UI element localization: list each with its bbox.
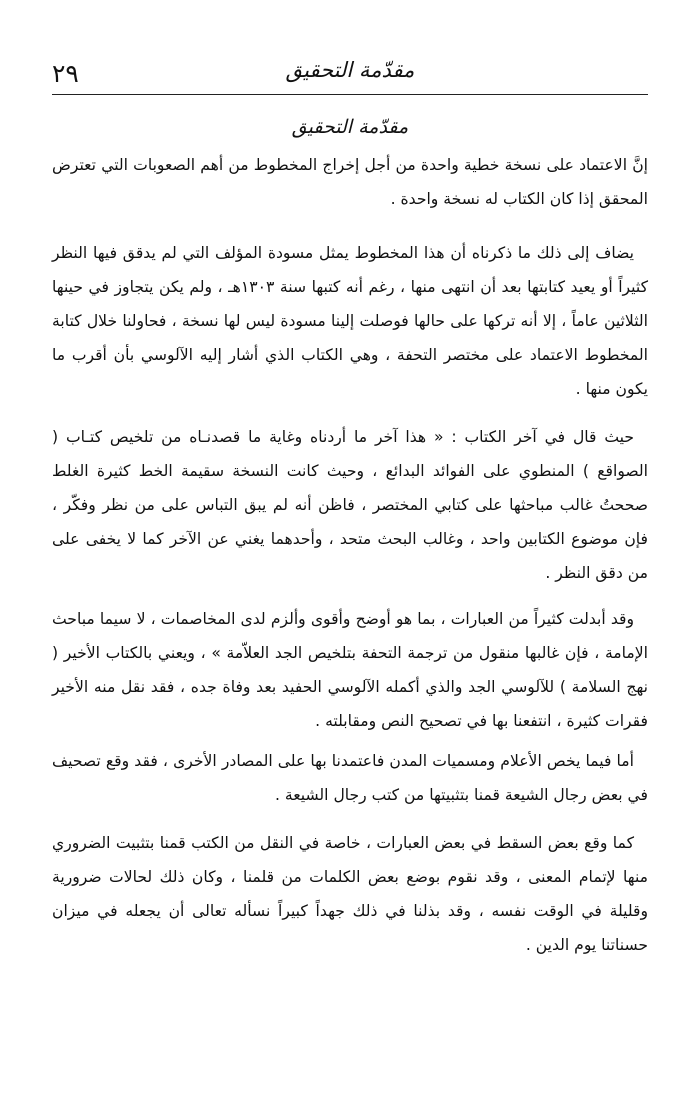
running-header bbox=[52, 52, 648, 92]
paragraph-2: يضاف إلى ذلك ما ذكرناه أن هذا المخطوط يمثل مسودة المؤلف التي لم يدقق فيها النظر كثيراً أو يعيد كتابتها بعد أن انتهى منها ، رغم أنه كتبها سنة ١٣٠٣هـ ، ولم يكن يتجاوز في حينها الثلاثين عاماً ، إلا أنه تركها على حالها فوصلت إلينا مسودة ليس لها نسخة ، فحاولنا خلال كتابة المخطوط الاعتماد على مختصر التحفة ، وهي الكتاب الذي أشار إليه الآلوسي بأن أقرب ما يكون منها . bbox=[52, 244, 648, 398]
body-text bbox=[52, 148, 648, 962]
paragraph-3: حيث قال في آخر الكتاب : « هذا آخر ما أردناه وغاية ما قصدنـاه من تلخيص كتـاب ( الصواقع ) المنطوي على الفوائد البدائع ، وحيث كانت النسخة سقيمة الخط كثيرة الغلط صححتُ غالب مباحثها على كتابي المختصر ، فاظن أنه لم يبق التباس على من نظر وفكّر ، فإن موضوع الكتابين واحد ، وغالب البحث متحد ، وأحدهما يغني عن الآخر كما لا يخفى على من دقق النظر . bbox=[52, 428, 648, 582]
page-number: ٢٩ bbox=[52, 59, 79, 88]
header-divider bbox=[52, 94, 648, 95]
paragraph-6: كما وقع بعض السقط في بعض العبارات ، خاصة في النقل من الكتب قمنا بتثبيت الضروري منها لإتمام المعنى ، وقد نقوم بوضع بعض الكلمات من قلمنا ، وكان ذلك لحالات ضرورية وقليلة في الوقت نفسه ، وقد بذلنا في ذلك جهداً كبيراً نسأله تعالى أن يجعله في ميزان حسناتنا يوم الدين . bbox=[52, 834, 648, 954]
section-title: مقدّمة التحقيق bbox=[291, 116, 409, 138]
running-title: مقدّمة التحقيق bbox=[285, 58, 415, 82]
paragraph-5: أما فيما يخص الأعلام ومسميات المدن فاعتمدنا بها على المصادر الأخرى ، فقد وقع تصحيف في بعض رجال الشيعة قمنا بتثبيتها من كتب رجال الشيعة . bbox=[52, 752, 648, 804]
paragraph-1: إنَّ الاعتماد على نسخة خطية واحدة من أجل إخراج المخطوط من أهم الصعوبات التي تعترض المحقق إذا كان الكتاب له نسخة واحدة . bbox=[52, 156, 648, 208]
paragraph-4: وقد أبدلت كثيراً من العبارات ، بما هو أوضح وأقوى وألزم لدى المخاصمات ، لا سيما مباحث الإمامة ، فإن غالبها منقول من ترجمة التحفة بتلخيص الجد العلاّمة » ، ويعني بالكتاب الأخير ( نهج السلامة ) للآلوسي الجد والذي أكمله الآلوسي الحفيد بعد وفاة جده ، فقد نقل منه الأخير فقرات كثيرة ، انتفعنا بها في تصحيح النص ومقابلته . bbox=[52, 610, 648, 730]
